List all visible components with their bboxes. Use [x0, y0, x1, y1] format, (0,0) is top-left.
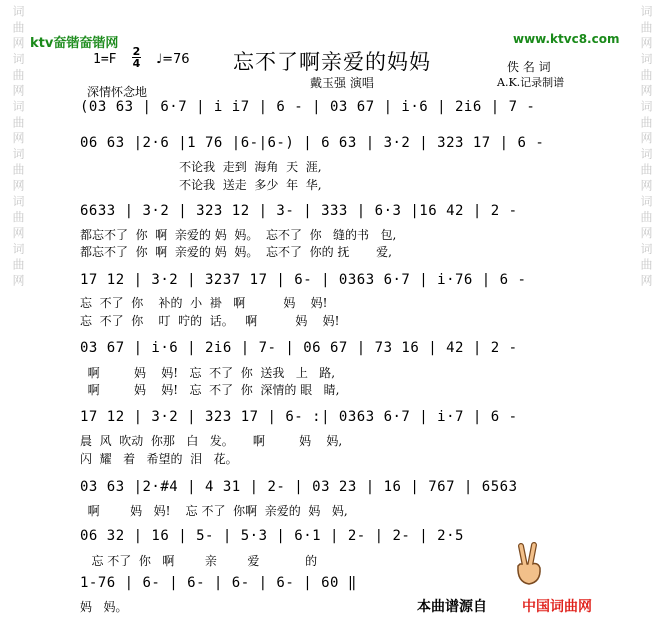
lyricist-credit: 佚 名 词	[507, 60, 551, 74]
score-line-7-lyric-1: 啊 妈 妈! 忘 不了 你啊 亲爱的 妈 妈,	[80, 504, 348, 518]
time-signature-top: 2	[132, 45, 141, 58]
song-title: 忘不了啊亲爱的妈妈	[233, 50, 431, 74]
score-line-4-notes: 17 12 | 3·2 | 3237 17 | 6- | 0363 6·7 | i·76 | 6 -	[80, 272, 527, 288]
score-line-6-notes: 17 12 | 3·2 | 323 17 | 6- :| 0363 6·7 | i·7 | 6 -	[80, 409, 518, 425]
score-line-6-lyric-2: 闪 耀 着 希望的 泪 花。	[80, 452, 238, 466]
site-url-right[interactable]: www.ktvc8.com	[513, 32, 620, 46]
score-line-5-lyric-2: 啊 妈 妈! 忘 不了 你 深情的 眼 睛,	[80, 383, 340, 397]
time-signature	[132, 46, 141, 69]
time-signature-bottom: 4	[132, 57, 141, 70]
score-line-4-lyric-1: 忘 不了 你 补的 小 褂 啊 妈 妈!	[80, 296, 328, 310]
score-line-2-notes: 06 63 |2·6 |1 76 |6-|6-) | 6 63 | 3·2 | 323 17 | 6 -	[80, 135, 545, 151]
watermark-left: 词 曲 网 词 曲 网 词 曲 网 词 曲 网 词 曲 网 词 曲 网	[11, 5, 25, 286]
score-line-3-lyric-1: 都忘不了 你 啊 亲爱的 妈 妈。 忘不了 你 缝的书 包,	[80, 228, 397, 242]
score-line-2-lyric-2: 不论我 送走 多少 年 华,	[80, 178, 322, 192]
score-line-7-notes: 03 63 |2·#4 | 4 31 | 2- | 03 23 | 16 | 767 | 6563	[80, 479, 518, 495]
score-line-8-lyric-1: 忘 不了 你 啊 亲 爱 的	[80, 554, 318, 568]
site-name-left[interactable]: ktv奤锴奤锴网	[30, 36, 119, 51]
score-line-3-lyric-2: 都忘不了 你 啊 亲爱的 妈 妈。 忘不了 你的 抚 爱,	[80, 245, 392, 259]
score-line-9-notes: 1-76 | 6- | 6- | 6- | 6- | 60 ‖	[80, 575, 357, 591]
performer-credit: 戴玉强 演唱	[310, 76, 374, 90]
score-line-5-lyric-1: 啊 妈 妈! 忘 不了 你 送我 上 路,	[80, 366, 336, 380]
score-line-8-notes: 06 32 | 16 | 5- | 5·3 | 6·1 | 2- | 2- | 2·5	[80, 528, 464, 544]
score-line-5-notes: 03 67 | i·6 | 2i6 | 7- | 06 67 | 73 16 | 42 | 2 -	[80, 340, 518, 356]
expression-mark: 深情怀念地	[87, 85, 148, 99]
transcriber-credit: A.K.记录制谱	[497, 76, 565, 89]
footer-brand-link[interactable]: 中国词曲网	[522, 599, 592, 615]
score-line-1-notes: (03 63 | 6·7 | i i7 | 6 - | 03 67 | i·6 | 2i6 | 7 -	[80, 99, 536, 115]
score-line-4-lyric-2: 忘 不了 你 叮 咛的 话。 啊 妈 妈!	[80, 314, 340, 328]
watermark-right: 词 曲 网 词 曲 网 词 曲 网 词 曲 网 词 曲 网 词 曲 网	[639, 5, 653, 286]
score-line-6-lyric-1: 晨 风 吹动 你那 白 发。 啊 妈 妈,	[80, 434, 343, 448]
score-line-2-lyric-1: 不论我 走到 海角 天 涯,	[80, 160, 322, 174]
tempo-mark: ♩=76	[156, 52, 190, 67]
key-signature: 1=F	[93, 52, 117, 67]
score-line-9-lyric-1: 妈 妈。	[80, 600, 128, 614]
score-line-3-notes: 6633 | 3·2 | 323 12 | 3- | 333 | 6·3 |16 42 | 2 -	[80, 203, 518, 219]
victory-hand-icon	[512, 542, 546, 588]
footer-source-label: 本曲谱源自	[417, 599, 487, 615]
